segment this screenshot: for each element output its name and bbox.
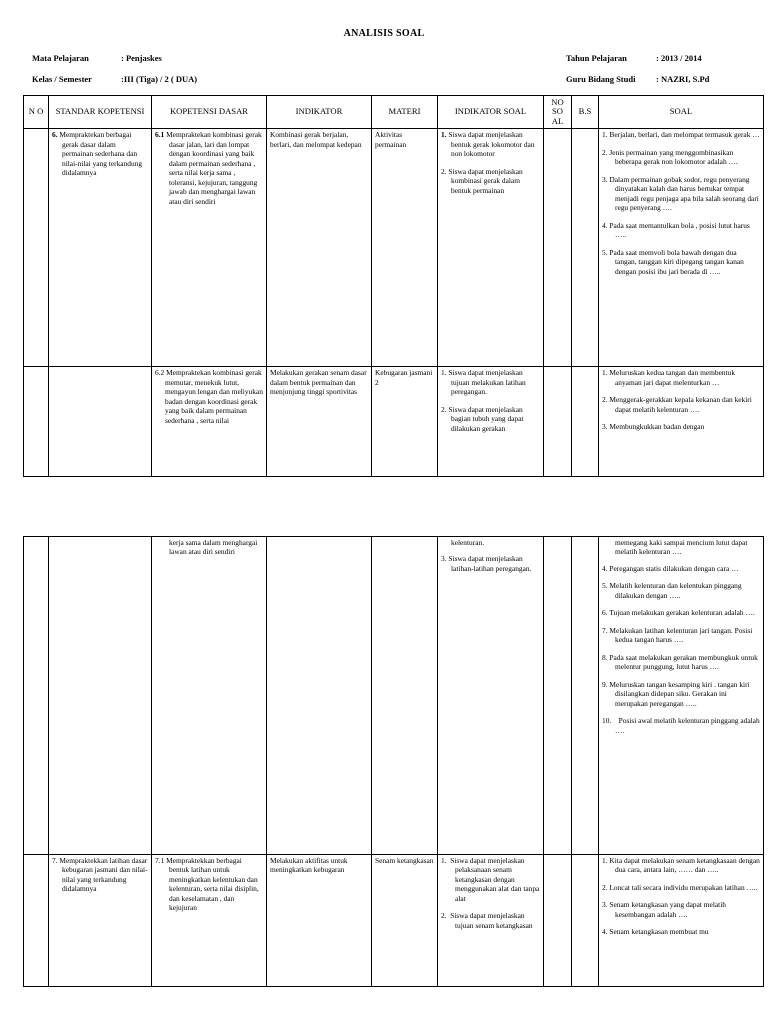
- soal-number: 1.: [602, 130, 608, 140]
- materi-cell: [372, 367, 438, 477]
- soal-text: Tujuan melakukan gerakan kelenturan adalah ….: [609, 608, 755, 618]
- soal-cell: [599, 855, 764, 987]
- kd-text: kerja sama dalam menghargai lawan atau diri sendiri: [169, 538, 258, 557]
- header-no: N O: [24, 96, 49, 129]
- soal-number: 5.: [602, 247, 608, 257]
- soal-number: 3.: [602, 422, 608, 432]
- table-row: [24, 537, 764, 855]
- bs-cell: [572, 129, 599, 367]
- materi-cell: [372, 537, 438, 855]
- no-cell: [24, 855, 49, 987]
- soal-number: 5.: [602, 581, 608, 591]
- indikator-soal-cell: [438, 855, 544, 987]
- soal-text: Kita dapat melakukan senam ketangkasaan dengan dua cara, antara lain, …… dan …..: [609, 856, 760, 875]
- guru-label: Guru Bidang Studi: [566, 74, 636, 84]
- soal-text: Pada saat melakukan gerakan membungkuk untuk melentur punggung, lutut harus ….: [609, 652, 758, 672]
- header-indikator: INDIKATOR: [267, 96, 372, 129]
- header-kompetensi-dasar: KOPETENSI DASAR: [152, 96, 267, 129]
- indikator-soal-number: 1.: [441, 130, 447, 140]
- analysis-table-page-2-row-7: [23, 854, 764, 987]
- indikator-text: Melakukan aktifitas untuk meningkatkan kebugaran: [270, 856, 348, 875]
- indikator-soal-text: Siswa dapat menjelaskan kombinasi gerak dalam bentuk permainan: [448, 166, 523, 195]
- soal-cell: [599, 537, 764, 855]
- soal-number: 2.: [602, 147, 608, 157]
- document-title: ANALISIS SOAL: [343, 28, 425, 39]
- standar-kompetensi-cell: [49, 537, 152, 855]
- table-row: [24, 855, 764, 987]
- indikator-soal-text: Siswa dapat menjelaskan tujuan senam ketangkasan: [450, 911, 533, 930]
- kompetensi-dasar-cell: [152, 855, 267, 987]
- materi-text: Senam ketangkasan: [375, 856, 434, 865]
- soal-number: 7.: [602, 625, 608, 635]
- soal-number: 10.: [602, 716, 612, 726]
- sk-number: 7.: [52, 856, 58, 865]
- indikator-cell: [267, 367, 372, 477]
- kd-text: Mempraktekkan berbagai bentuk latihan untuk meningkatkan kelentukan dan kelenturan, serta nilai disiplin, dan keselamatan , dan kejujuran: [166, 856, 259, 913]
- indikator-soal-text: Siswa dapat menjelaskan tujuan melakukan latihan peregangan.: [448, 368, 526, 397]
- table-header-row: [24, 96, 764, 129]
- soal-text: Dalam permainan gobak sodor, regu penyerang dinyatakan kalah dan harus bertukar tempat menjadi regu penjaga apa bila salah seorang dari regu penyerang ….: [609, 174, 759, 213]
- indikator-cell: [267, 537, 372, 855]
- soal-text: Posisi awal melatih kelenturan pinggang adalah ….: [615, 716, 760, 735]
- indikator-soal-text: Siswa dapat menjelaskan latihan-latihan peregangan.: [448, 554, 532, 573]
- indikator-soal-number: 2.: [441, 166, 447, 176]
- indikator-soal-cell: [438, 537, 544, 855]
- indikator-soal-number: 2.: [441, 404, 447, 414]
- standar-kompetensi-cell: [49, 367, 152, 477]
- no-cell: [24, 129, 49, 367]
- indikator-soal-cell: [438, 367, 544, 477]
- indikator-soal-number: 1.: [441, 368, 447, 378]
- soal-cell: [599, 129, 764, 367]
- soal-number: 6.: [602, 608, 608, 618]
- kd-number: 7.1: [155, 856, 165, 865]
- kd-number: 6.2: [155, 368, 165, 378]
- header-indikator-soal: INDIKATOR SOAL: [438, 96, 544, 129]
- indikator-soal-text: Siswa dapat menjelaskan bagian tubuh yang dapat dilakukan gerakan: [448, 404, 524, 433]
- indikator-soal-cell: [438, 129, 544, 367]
- header-soal: SOAL: [599, 96, 764, 129]
- no-soal-cell: [544, 537, 572, 855]
- soal-number: 2.: [602, 395, 608, 405]
- soal-number: 4.: [602, 927, 608, 937]
- no-soal-cell: [544, 367, 572, 477]
- soal-number: 4.: [602, 563, 608, 573]
- table-row: [24, 367, 764, 477]
- materi-text: Aktivitas permainan: [375, 130, 407, 149]
- soal-text: Menggerak-gerakkan kepala kekanan dan kekiri dapat melatih kelenturan ….: [609, 395, 752, 414]
- soal-text: memegang kaki sampai mencium lutut dapat melatih kelenturan ….: [615, 538, 748, 557]
- soal-number: 3.: [602, 900, 608, 910]
- bs-cell: [572, 537, 599, 855]
- soal-text: Meluruskan tangan kesamping kiri . tangan kiri disilangkan didepan siku. Gerakan ini merupakan peregangan …..: [609, 679, 750, 708]
- kd-number: 6.1: [155, 130, 165, 140]
- soal-number: 2.: [602, 882, 608, 892]
- indikator-soal-number: 3.: [441, 554, 447, 564]
- soal-cell: [599, 367, 764, 477]
- no-soal-cell: [544, 855, 572, 987]
- kd-text: Mempraktekan kombinasi gerak dasar jalan, lari dan lompat dengan koordinasi yang baik dalam permainan sederhana , serta nilai kerja sama , toleransi, kejujuran, tanggung jawab dan menghargai lawan atau diri sendiri: [166, 130, 262, 206]
- bs-cell: [572, 367, 599, 477]
- soal-number: 4.: [602, 220, 608, 230]
- indikator-soal-text: kelenturan.: [451, 538, 485, 547]
- indikator-soal-number: 1.: [441, 856, 447, 865]
- guru-value: : NAZRI, S.Pd: [656, 74, 710, 84]
- soal-number: 1.: [602, 856, 608, 865]
- indikator-soal-text: Siswa dapat menjelaskan pelaksanaan senam ketangkasan dengan menggunakan alat dan tanpa alat: [450, 856, 540, 903]
- soal-text: Melakukan latihan kelenturan jari tangan. Posisi kedua tangan harus ….: [609, 625, 753, 645]
- soal-text: Jenis permainan yang menggombinasikan beberapa gerak non lokomotor adalah ….: [609, 147, 738, 167]
- soal-text: Berjalan, berlari, dan melompat termasuk gerak …: [609, 130, 760, 140]
- soal-text: Loncat tali secara individu merupakan latihan …..: [609, 882, 758, 892]
- sk-text: Mempraktekkan latihan dasar kebugaran jasmani dan nilai-nilai yang terkandung didalamnya: [59, 856, 148, 894]
- bs-cell: [572, 855, 599, 987]
- soal-text: Pada saat memantulkan bola , posisi lutut harus …..: [609, 220, 750, 240]
- kd-text: Mempraktekan kombinasi gerak memutar, menekuk lutut, mengayun lengan dan meliyukan badan dengan koordinasi gerak yang baik dalam permainan sederhana , serta nilai: [165, 368, 263, 425]
- materi-cell: [372, 129, 438, 367]
- tahun-value: : 2013 / 2014: [656, 53, 702, 63]
- standar-kompetensi-cell: [49, 129, 152, 367]
- indikator-text: Melakukan gerakan senam dasar dalam bentuk permainan dan menjunjung tinggi sportivitas: [270, 368, 367, 397]
- analysis-table-page-1: [23, 95, 764, 477]
- indikator-soal-number: 2.: [441, 911, 447, 921]
- soal-text: Senam ketangkasan yang dapat melatih kesembangan adalah ….: [609, 900, 726, 919]
- standar-kompetensi-cell: [49, 855, 152, 987]
- sk-number: 6.: [52, 130, 58, 140]
- soal-number: 1.: [602, 368, 608, 378]
- soal-number: 3.: [602, 174, 608, 184]
- mapel-label: Mata Pelajaran: [32, 53, 89, 63]
- kompetensi-dasar-cell: [152, 367, 267, 477]
- table-row: [24, 129, 764, 367]
- tahun-label: Tahun Pelajaran: [566, 53, 627, 63]
- soal-text: Melatih kelenturan dan kelentukan pinggang dilakukan dengan …..: [609, 581, 742, 600]
- kelas-label: Kelas / Semester: [32, 74, 92, 84]
- materi-cell: [372, 855, 438, 987]
- indikator-soal-text: Siswa dapat menjelaskan bentuk gerak lokomotor dan non lokomotor: [448, 130, 535, 159]
- header-no-soal: NO SO AL: [544, 96, 572, 129]
- header-standar-kompetensi: STANDAR KOPETENSI: [49, 96, 152, 129]
- materi-text: Kebugaran jasmani 2: [375, 368, 433, 387]
- kelas-value: :III (Tiga) / 2 ( DUA): [121, 74, 198, 84]
- soal-text: Membungkukkan badan dengan: [609, 422, 705, 432]
- indikator-cell: [267, 129, 372, 367]
- sk-text: Mempraktekan berbagai gerak dasar dalam permainan sederhana dan nilai-nilai yang terkandung didalamnya: [59, 130, 143, 178]
- soal-text: Senam ketangkasan membuat mu: [609, 927, 709, 937]
- no-cell: [24, 367, 49, 477]
- mapel-value: : Penjaskes: [121, 53, 162, 63]
- analysis-table-page-2: [23, 536, 764, 855]
- kompetensi-dasar-cell: [152, 537, 267, 855]
- indikator-cell: [267, 855, 372, 987]
- soal-text: Pada saat memvoli bola bawah dengan dua tangan, tanggan kiri dipegang tangan kanan dengan posisi ibu jari berada di …..: [609, 247, 744, 276]
- soal-text: Meluruskan kedua tangan dan membentuk anyaman jari dapat melenturkan …: [609, 368, 736, 387]
- kompetensi-dasar-cell: [152, 129, 267, 367]
- header-materi: MATERI: [372, 96, 438, 129]
- header-bs: B.S: [572, 96, 599, 129]
- no-soal-cell: [544, 129, 572, 367]
- no-cell: [24, 537, 49, 855]
- indikator-text: Kombinasi gerak berjalan, berlari, dan melompat kedepan: [270, 130, 362, 149]
- soal-text: Peregangan statis dilakukan dengan cara …: [609, 563, 739, 573]
- soal-number: 9.: [602, 679, 608, 689]
- soal-number: 8.: [602, 652, 608, 662]
